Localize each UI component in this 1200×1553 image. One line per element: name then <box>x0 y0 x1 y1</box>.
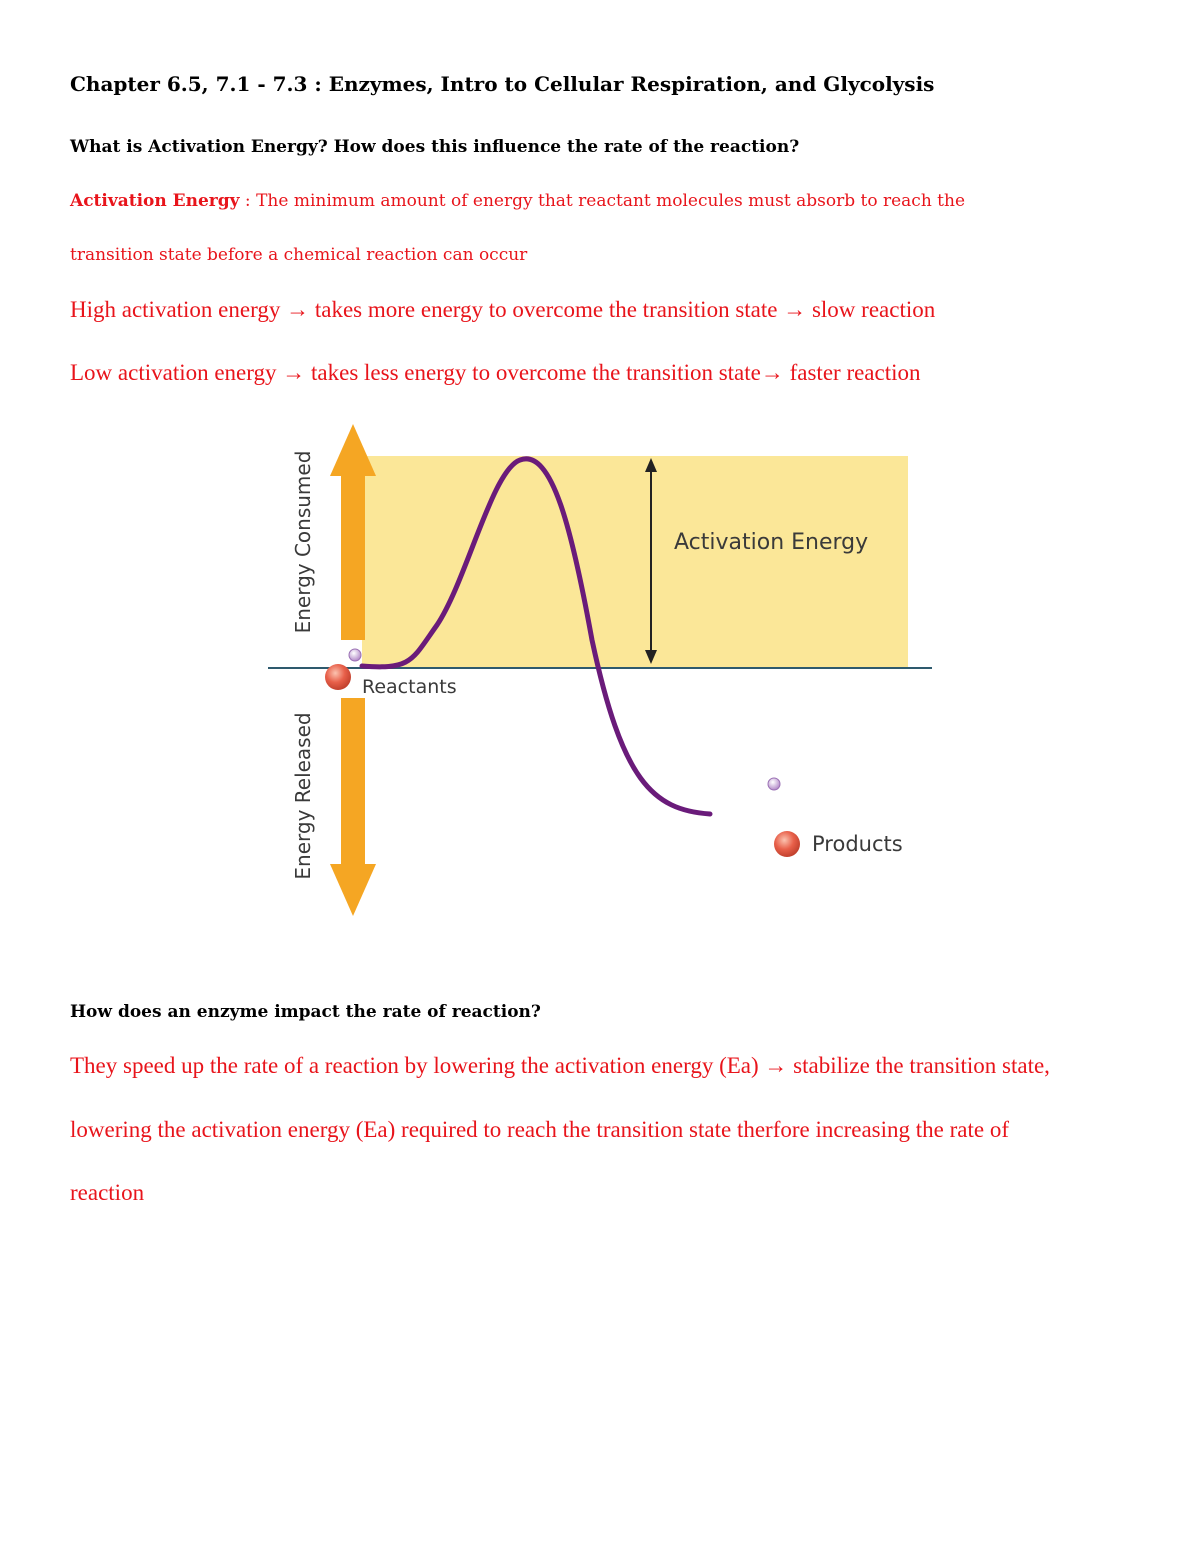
activation-energy-label: Activation Energy <box>674 530 869 555</box>
definition-term: Activation Energy <box>70 191 240 211</box>
reactant-large-molecule <box>325 664 351 690</box>
product-small-molecule <box>768 778 780 790</box>
enzyme-answer-line-1: They speed up the rate of a reaction by lowering the activation energy (Ea) → stabilize the transition state, <box>70 1053 1050 1078</box>
question-activation-energy: What is Activation Energy? How does this influence the rate of the reaction? <box>70 137 800 157</box>
reactants-label: Reactants <box>362 676 457 698</box>
products-label: Products <box>812 832 903 856</box>
energy-released-arrow <box>330 698 376 916</box>
definition-continuation: transition state before a chemical reaction can occur <box>70 245 528 265</box>
definition-line <box>70 191 965 211</box>
enzyme-answer-line-2: lowering the activation energy (Ea) required to reach the transition state therfore increasing the rate of <box>70 1117 1009 1142</box>
low-activation-line: Low activation energy → takes less energy to overcome the transition state→ faster reaction <box>70 360 921 385</box>
product-large-molecule <box>774 831 800 857</box>
activation-energy-diagram <box>262 420 942 920</box>
energy-consumed-label: Energy Consumed <box>291 450 315 634</box>
activation-energy-band <box>362 456 908 668</box>
definition-text: : The minimum amount of energy that reactant molecules must absorb to reach the <box>239 191 966 211</box>
enzyme-answer-line-3: reaction <box>70 1180 145 1205</box>
energy-released-label: Energy Released <box>291 712 315 880</box>
question-enzyme-impact: How does an enzyme impact the rate of reaction? <box>70 1002 541 1022</box>
reactant-small-molecule <box>349 649 361 661</box>
chapter-title: Chapter 6.5, 7.1 - 7.3 : Enzymes, Intro to Cellular Respiration, and Glycolysis <box>70 72 935 96</box>
high-activation-line: High activation energy → takes more energy to overcome the transition state → slow reaction <box>70 297 936 322</box>
